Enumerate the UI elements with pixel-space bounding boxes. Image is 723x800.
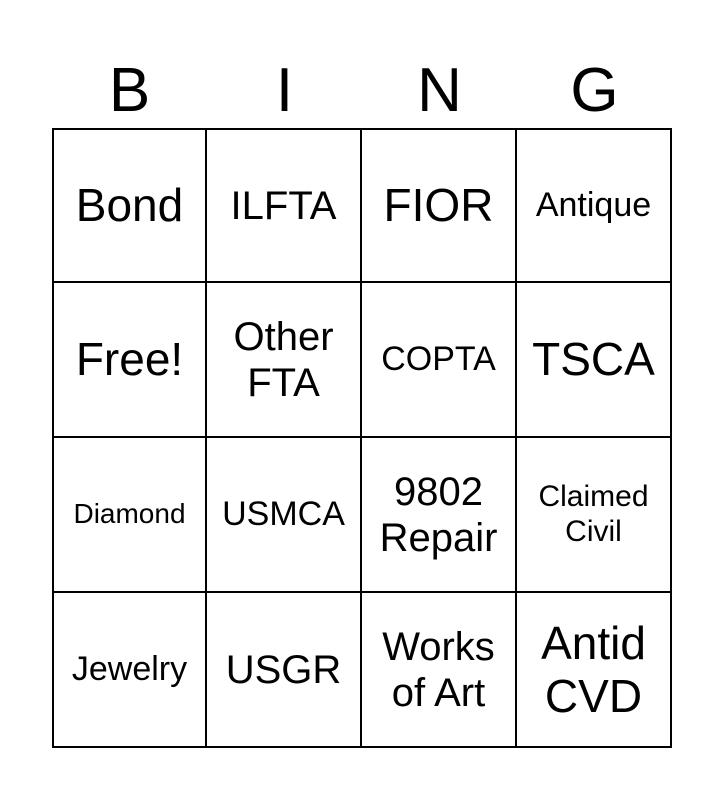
- bingo-cell-9802-repair[interactable]: [362, 438, 517, 593]
- header-letter-i: I: [275, 56, 294, 125]
- cell-label: ILFTA: [230, 183, 337, 228]
- cell-label: Diamond: [73, 498, 186, 530]
- bingo-cell-antid-cvd[interactable]: [517, 593, 672, 748]
- header-letter-b: B: [108, 56, 151, 125]
- bingo-cell-usgr[interactable]: [207, 593, 362, 748]
- bingo-cell-usmca[interactable]: [207, 438, 362, 593]
- bingo-cell-bond[interactable]: [52, 128, 207, 283]
- cell-label: FIOR: [383, 179, 494, 232]
- cell-label: Claimed Civil: [538, 480, 649, 548]
- bingo-cell-copta[interactable]: [362, 283, 517, 438]
- cell-label: Other FTA: [233, 314, 334, 405]
- bingo-cell-fior[interactable]: [362, 128, 517, 283]
- bingo-cell-ilfta[interactable]: [207, 128, 362, 283]
- bingo-cell-diamond[interactable]: [52, 438, 207, 593]
- bingo-cell-claimed-civil[interactable]: [517, 438, 672, 593]
- cell-label: Bond: [75, 179, 184, 232]
- header-letter-n: N: [417, 56, 462, 125]
- cell-label: Antid CVD: [541, 616, 646, 722]
- bingo-cell-free[interactable]: [52, 283, 207, 438]
- cell-label: 9802 Repair: [379, 469, 498, 560]
- cell-label: Works of Art: [382, 624, 495, 715]
- header-letter-g: G: [570, 56, 619, 125]
- bingo-cell-antique[interactable]: [517, 128, 672, 283]
- bingo-cell-tsca[interactable]: [517, 283, 672, 438]
- bingo-board: [52, 128, 672, 748]
- cell-label: TSCA: [532, 333, 655, 386]
- cell-label: Free!: [75, 333, 184, 386]
- cell-label: USGR: [225, 647, 342, 692]
- cell-label: Antique: [535, 185, 652, 224]
- cell-label: COPTA: [381, 339, 496, 378]
- cell-label: USMCA: [222, 494, 345, 533]
- bingo-cell-jewelry[interactable]: [52, 593, 207, 748]
- bingo-cell-works-of-art[interactable]: [362, 593, 517, 748]
- bingo-cell-other-fta[interactable]: [207, 283, 362, 438]
- cell-label: Jewelry: [71, 649, 188, 688]
- bingo-header: [52, 56, 672, 126]
